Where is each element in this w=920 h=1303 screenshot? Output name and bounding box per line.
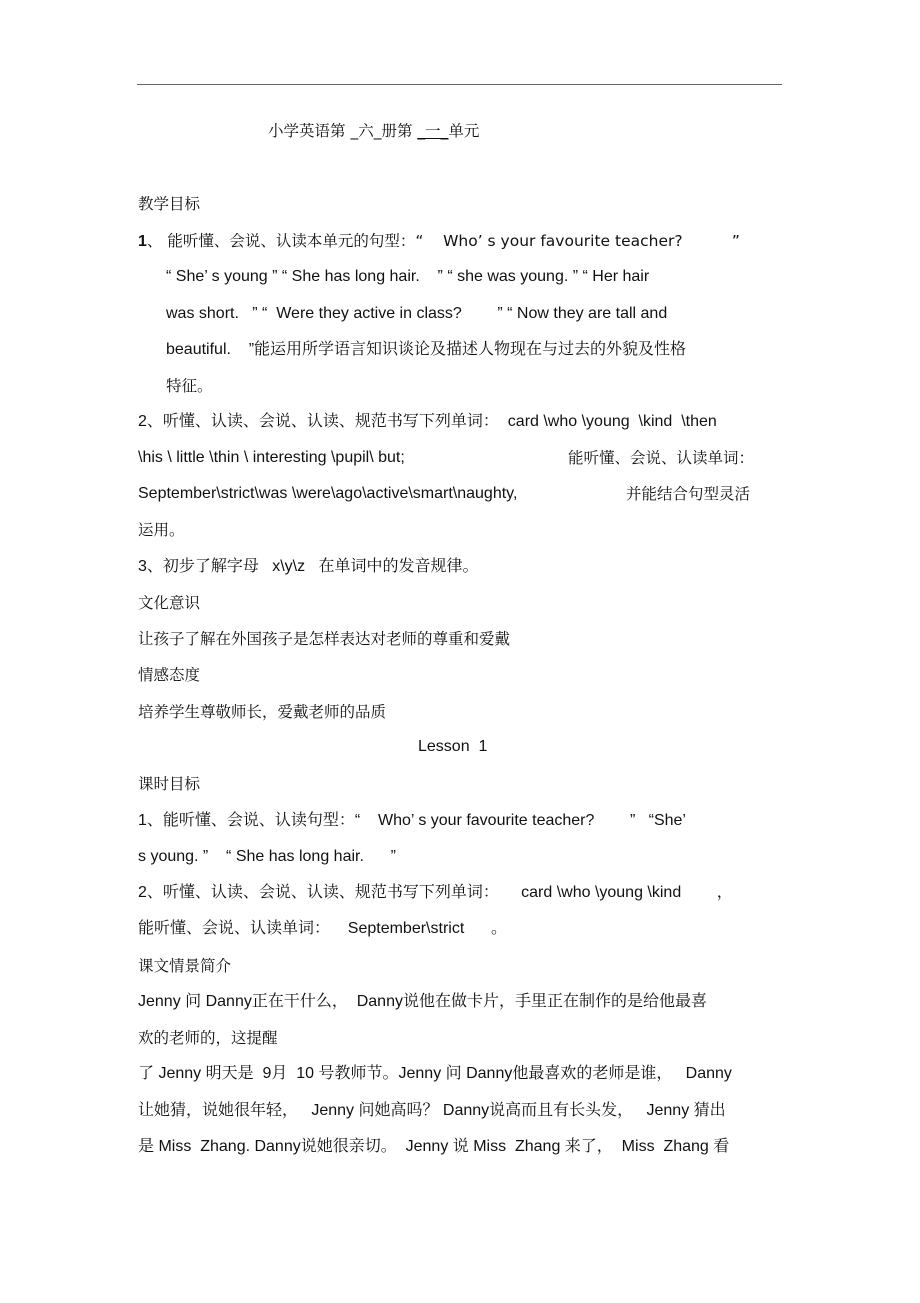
document-title (268, 121, 479, 141)
goal-2-line-3a: September\strict\was \were\ago\active\smart\naughty, (138, 485, 518, 502)
lesson-goals-heading: 课时目标 (138, 775, 201, 793)
goal-1-line-4: beautiful. ”能运用所学语言知识谈论及描述人物现在与过去的外貌及性格 (166, 341, 687, 358)
goal-2-line-3b: 并能结合句型灵活 (626, 485, 751, 503)
goal-1-text: 、 能听懂、会说、认读本单元的句型：“ Who’ s your favourite teacher? ” (146, 232, 740, 250)
teaching-goals-heading: 教学目标 (138, 195, 201, 213)
goal-1-line-1 (138, 231, 740, 252)
attitude-text: 培养学生尊敬师长，爱戴老师的品质 (138, 703, 387, 721)
goal-2-line-1: 2、听懂、认读、会说、认读、规范书写下列单词： card \who \young \kind \then (138, 413, 717, 430)
header-rule (137, 84, 782, 85)
lesson-goal-2-line-1: 2、听懂、认读、会说、认读、规范书写下列单词： card \who \young \kind ， (138, 884, 733, 901)
goal-2-line-2b: 能听懂、会说、认读单词： (568, 449, 755, 467)
title-prefix: 小学英语第 (268, 122, 351, 140)
scenario-line-1: Jenny 问 Danny正在干什么， Danny说他在做卡片，手里正在制作的是给他最喜 (138, 993, 707, 1010)
lesson-goal-2-line-2: 能听懂、会说、认读单词： September\strict 。 (138, 920, 507, 937)
title-unit-number: _一_ (417, 122, 449, 140)
attitude-heading: 情感态度 (138, 666, 201, 684)
title-suffix: 单元 (448, 122, 480, 140)
culture-heading: 文化意识 (138, 594, 201, 612)
goal-1-line-3: was short. ” “ Were they active in class? ” “ Now they are tall and (166, 305, 668, 322)
lesson-goal-1-line-2: s young. ” “ She has long hair. ” (138, 848, 396, 865)
goal-3: 3、初步了解字母 x\y\z 在单词中的发音规律。 (138, 558, 479, 575)
scenario-heading: 课文情景简介 (138, 957, 232, 975)
title-middle: 册第 (381, 122, 418, 140)
lesson-title: Lesson 1 (418, 738, 488, 755)
scenario-line-4: 让她猜，说她很年轻， Jenny 问她高吗？ Danny说高而且有长头发， Jenny 猜出 (138, 1102, 726, 1119)
culture-text: 让孩子了解在外国孩子是怎样表达对老师的尊重和爱戴 (138, 630, 511, 648)
title-book-number: _六_ (350, 122, 382, 140)
scenario-line-5: 是 Miss Zhang. Danny说她很亲切。 Jenny 说 Miss Zhang 来了， Miss Zhang 看 (138, 1138, 730, 1155)
goal-2-line-2a: \his \ little \thin \ interesting \pupil\ but; (138, 449, 405, 466)
scenario-line-3: 了 Jenny 明天是 9月 10 号教师节。Jenny 问 Danny他最喜欢的老师是谁， Danny (138, 1065, 732, 1082)
goal-2-line-4: 运用。 (138, 521, 185, 539)
goal-1-number: 1 (138, 233, 147, 250)
scenario-line-2: 欢的老师的，这提醒 (138, 1029, 278, 1047)
goal-1-line-2: “ She’ s young ” “ She has long hair. ” “ she was young. ” “ Her hair (166, 268, 650, 285)
goal-1-line-5: 特征。 (166, 377, 213, 395)
lesson-goal-1-line-1: 1、能听懂、会说、认读句型：“ Who’ s your favourite teacher? ” “She’ (138, 812, 686, 829)
